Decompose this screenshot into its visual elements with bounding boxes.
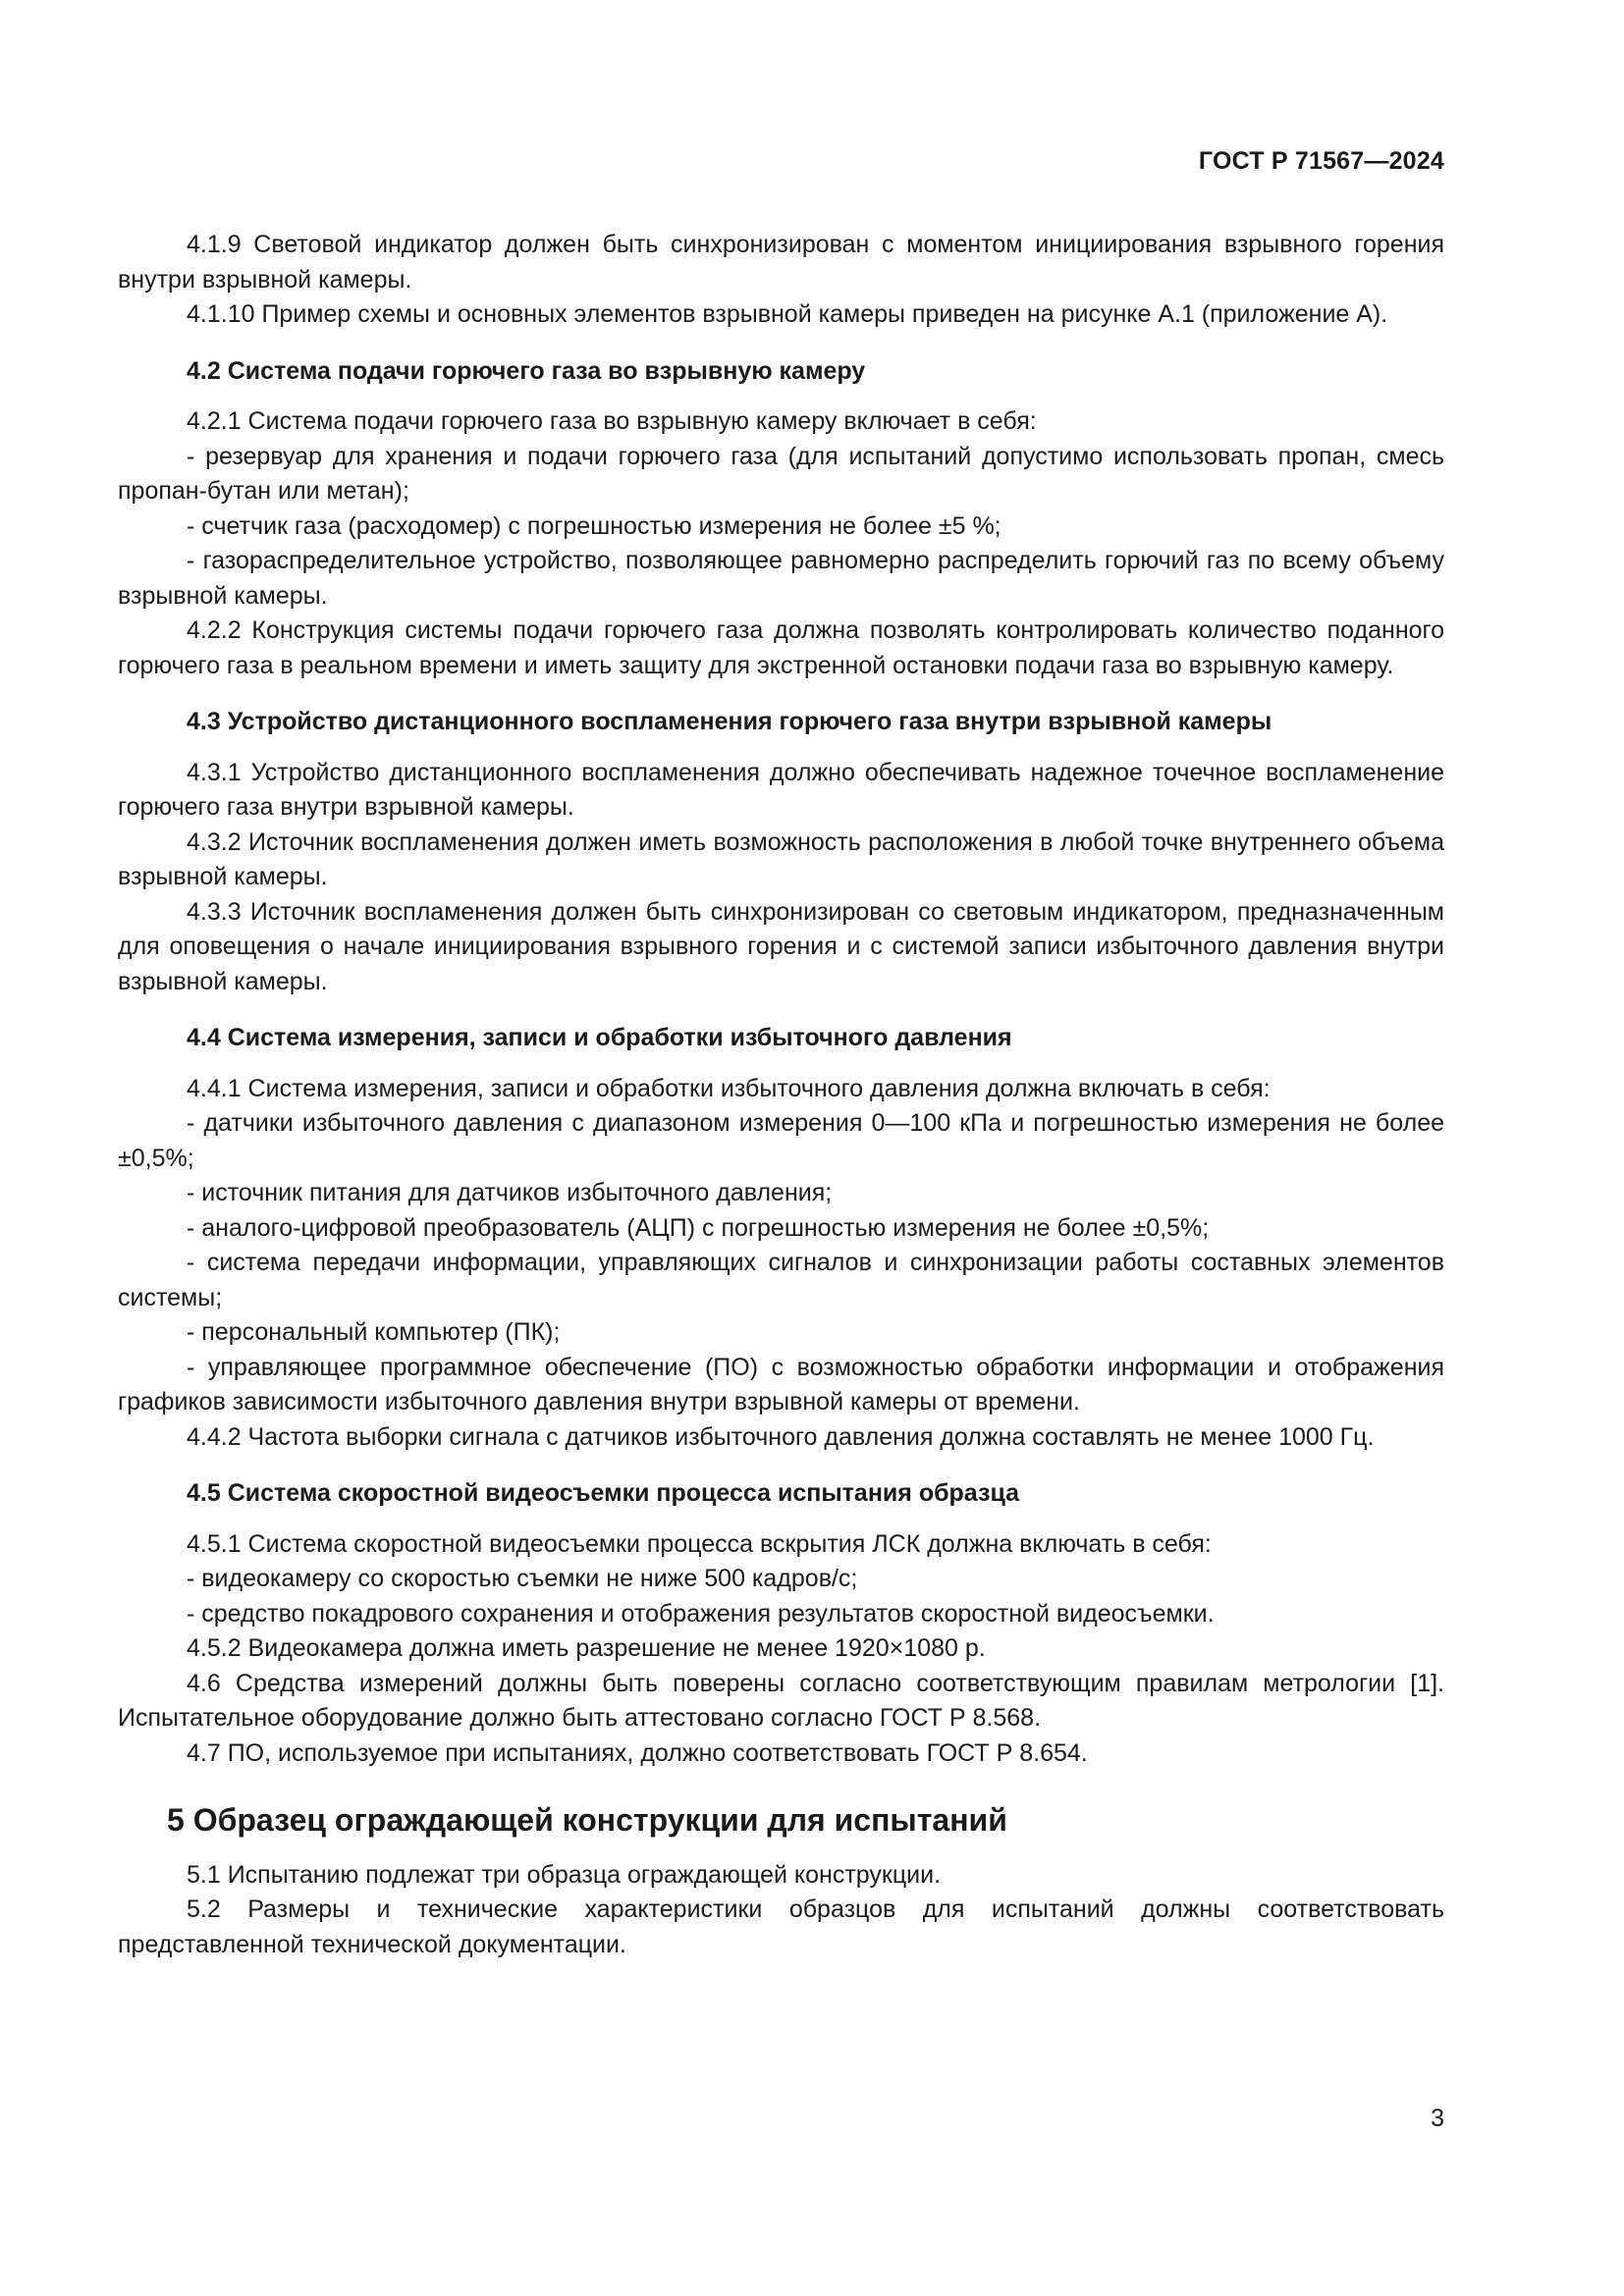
paragraph: - источник питания для датчиков избыточного давления; xyxy=(187,1179,833,1206)
paragraph: 5.1 Испытанию подлежат три образца ограждающей конструкции. xyxy=(187,1860,942,1889)
subsection-heading: 4.4 Система измерения, записи и обработки избыточного давления xyxy=(187,1024,1012,1051)
paragraph: 4.7 ПО, используемое при испытаниях, должно соответствовать ГОСТ Р 8.654. xyxy=(187,1738,1088,1767)
paragraph: 4.2.1 Система подачи горючего газа во взрывную камеру включает в себя: xyxy=(187,407,1037,435)
paragraph: 5.2 Размеры и технические характеристики образцов для испытаний должны соответствовать представленной технической документации. xyxy=(118,1896,1444,1958)
paragraph: 4.4.2 Частота выборки сигнала с датчиков избыточного давления должна составлять не менее 1000 Гц. xyxy=(187,1422,1375,1451)
paragraph: - счетчик газа (расходомер) с погрешностью измерения не более ±5 %; xyxy=(187,511,1001,540)
subsection-heading: 4.5 Система скоростной видеосъемки процесса испытания образца xyxy=(187,1479,1020,1507)
paragraph: 4.1.10 Пример схемы и основных элементов взрывной камеры приведен на рисунке А.1 (приложение А). xyxy=(187,300,1388,328)
paragraph: - управляющее программное обеспечение (ПО) с возможностью обработки информации и отображения графиков зависимости избыточного давления внутри взрывной камеры от времени. xyxy=(118,1353,1444,1415)
paragraph: 4.3.3 Источник воспламенения должен быть синхронизирован со световым индикатором, предназначенным для оповещения о начале инициирования взрывного горения и с системой записи избыточного давления внутри взрывной камеры. xyxy=(118,897,1444,995)
paragraph: 4.3.2 Источник воспламенения должен иметь возможность расположения в любой точке внутреннего объема взрывной камеры. xyxy=(118,828,1444,890)
paragraph: - датчики избыточного давления с диапазоном измерения 0—100 кПа и погрешностью измерения не более ±0,5%; xyxy=(118,1109,1444,1172)
paragraph: 4.3.1 Устройство дистанционного воспламенения должно обеспечивать надежное точечное воспламенение горючего газа внутри взрывной камеры. xyxy=(118,758,1444,821)
paragraph: - персональный компьютер (ПК); xyxy=(187,1318,561,1346)
paragraph: 4.5.2 Видеокамера должна иметь разрешение не менее 1920×1080 р. xyxy=(187,1634,986,1662)
subsection-heading: 4.3 Устройство дистанционного воспламенения горючего газа внутри взрывной камеры xyxy=(187,708,1272,735)
section-heading: 5 Образец ограждающей конструкции для испытаний xyxy=(167,1802,1007,1838)
paragraph: 4.2.2 Конструкция системы подачи горючего газа должна позволять контролировать количество поданного горючего газа в реальном времени и иметь защиту для экстренной остановки подачи газа во взрывную камеру. xyxy=(118,616,1444,679)
subsection-heading: 4.2 Система подачи горючего газа во взрывную камеру xyxy=(187,356,866,385)
document-header: ГОСТ Р 71567—2024 xyxy=(1198,147,1444,175)
paragraph: 4.6 Средства измерений должны быть поверены согласно соответствующим правилам метрологии [1]. Испытательное оборудование должно быть аттестовано согласно ГОСТ Р 8.568. xyxy=(118,1669,1444,1732)
paragraph: 4.4.1 Система измерения, записи и обработки избыточного давления должна включать в себя: xyxy=(187,1074,1271,1102)
paragraph: - аналого-цифровой преобразователь (АЦП) с погрешностью измерения не более ±0,5%; xyxy=(187,1213,1210,1242)
paragraph: 4.5.1 Система скоростной видеосъемки процесса вскрытия ЛСК должна включать в себя: xyxy=(187,1529,1212,1558)
page-number: 3 xyxy=(1431,2105,1444,2132)
paragraph: 4.1.9 Световой индикатор должен быть синхронизирован с моментом инициирования взрывного горения внутри взрывной камеры. xyxy=(118,231,1444,294)
paragraph: - средство покадрового сохранения и отображения результатов скоростной видеосъемки. xyxy=(187,1599,1215,1628)
paragraph: - газораспределительное устройство, позволяющее равномерно распределить горючий газ по всему объему взрывной камеры. xyxy=(118,547,1444,610)
paragraph: - видеокамеру со скоростью съемки не ниже 500 кадров/с; xyxy=(187,1565,858,1592)
paragraph: - система передачи информации, управляющих сигналов и синхронизации работы составных элементов системы; xyxy=(118,1249,1444,1311)
paragraph: - резервуар для хранения и подачи горючего газа (для испытаний допустимо использовать пропан, смесь пропан-бутан или метан); xyxy=(118,442,1444,505)
document-body xyxy=(118,228,1444,1962)
